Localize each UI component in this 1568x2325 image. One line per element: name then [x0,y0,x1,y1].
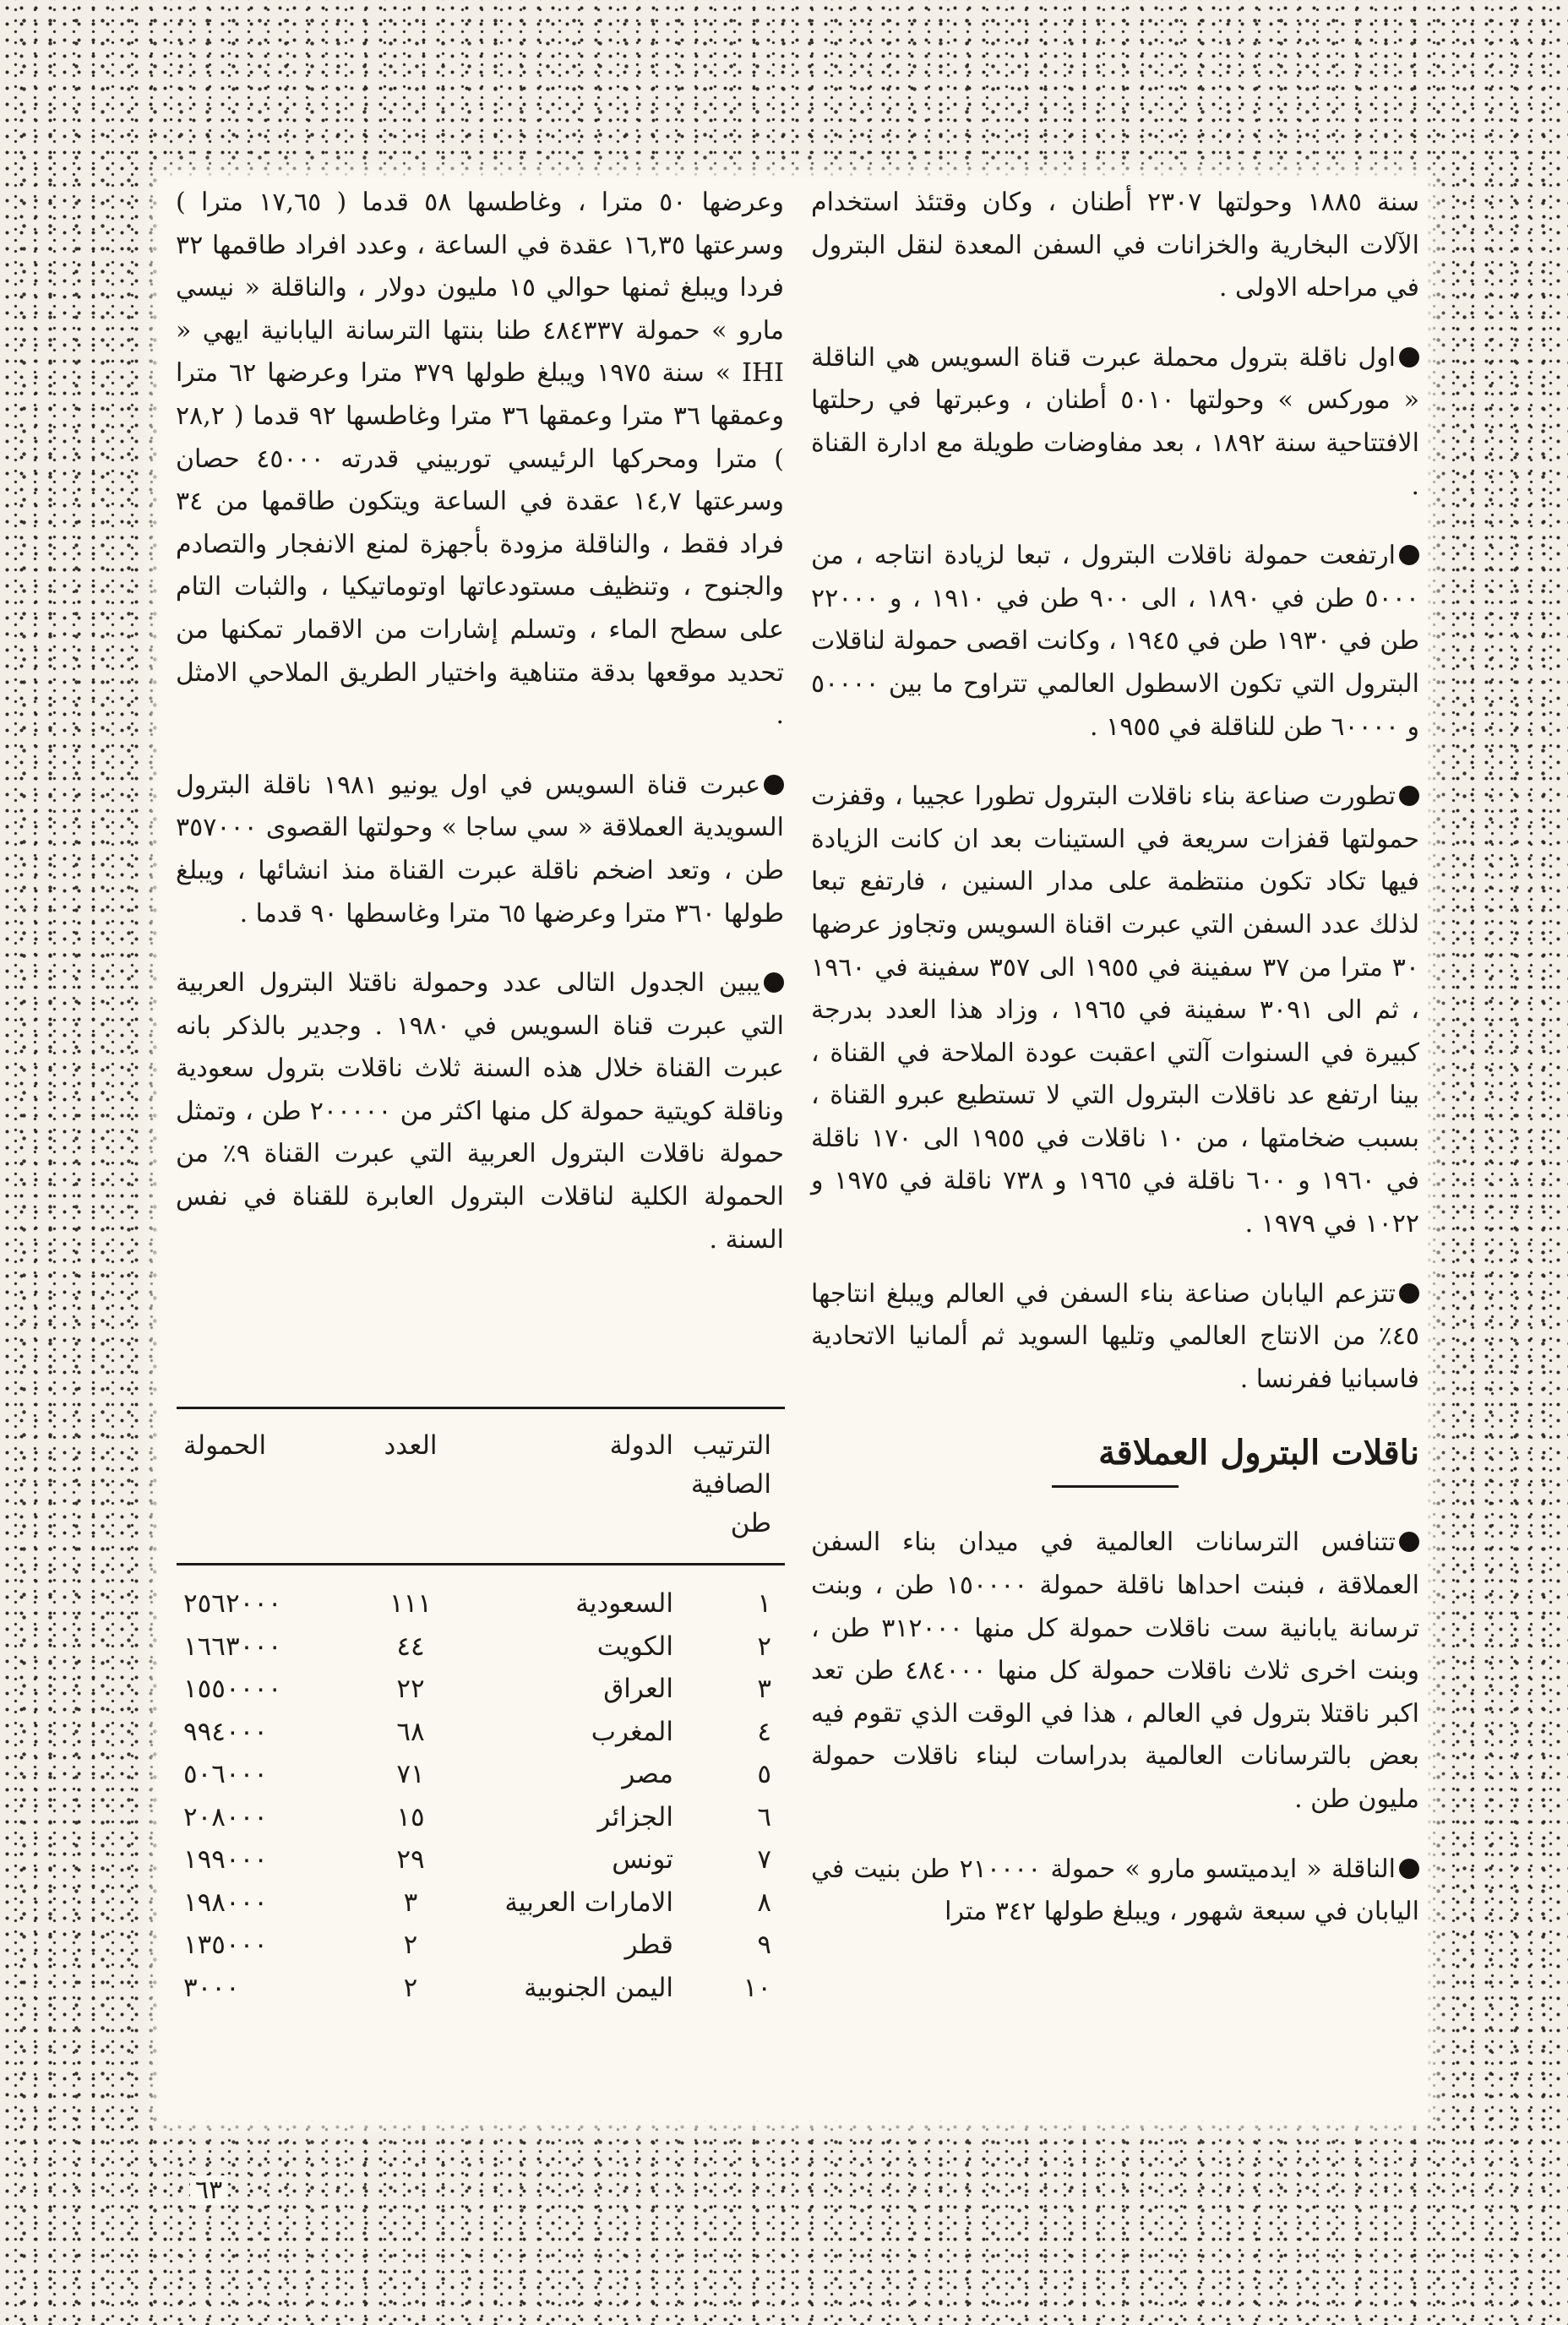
cell-rank: ١ [757,1588,771,1620]
cell-tonnage: ٢٠٨٠٠٠ [183,1801,268,1832]
left-column [176,182,784,1288]
cell-count: ٢٩ [396,1844,425,1876]
paragraph-text: عبرت قناة السويس في اول يونيو ١٩٨١ ناقلة البترول السويدية العملاقة « سي ساجا » وحولتها القصوى ٣٥٧٠٠٠ طن ، وتعد اضخم ناقلة عبرت القناة منذ انشائها ، ويبلغ طولها ٣٦٠ مترا وعرضها ٦٥ مترا وغاسطها ٩٠ قدما . [176,770,784,928]
cell-tonnage: ١٦٦٣٠٠٠ [183,1631,282,1662]
cell-count: ٦٨ [396,1716,425,1747]
cell-country: الكويت [596,1631,673,1662]
table-row [177,1838,785,1881]
page-number: ٦٣ [190,2175,227,2205]
cell-rank: ٢ [757,1631,771,1662]
table-row [177,1668,785,1711]
cell-tonnage: ١٥٥٠٠٠٠ [183,1674,282,1705]
arab-tankers-table [177,1407,785,2009]
cell-tonnage: ٣٠٠٠ [183,1972,240,2003]
paragraph [811,776,1419,1246]
cell-rank: ١٠ [743,1972,771,2003]
cell-country: السعودية [575,1588,673,1620]
paragraph-text: اول ناقلة بترول محملة عبرت قناة السويس هي الناقلة « موركس » وحولتها ٥٠١٠ أطنان ، وعبرتها في رحلتها الافتتاحية سنة ١٨٩٢ ، بعد مفاوضات طويلة مع ادارة القناة . [811,342,1420,501]
cell-tonnage: ٥٠٦٠٠٠ [183,1759,268,1790]
header-tonnage: الحمولة [183,1430,267,1461]
cell-rank: ٦ [757,1801,771,1832]
title-underline [1052,1485,1179,1488]
table-row [177,1625,785,1669]
cell-country: العراق [603,1674,673,1705]
bullet-icon [1399,1532,1419,1552]
table-row [177,1796,785,1839]
cell-country: قطر [624,1930,673,1961]
cell-rank: ٧ [757,1844,771,1876]
cell-country: الامارات العربية [504,1887,673,1918]
cell-count: ٣ [403,1887,418,1918]
table-row [177,1881,785,1925]
paragraph-text: تتنافس الترسانات العالمية في ميدان بناء السفن العملاقة ، فبنت احداها ناقلة حمولة ١٥٠٠٠٠ طن ، وبنت ترسانة يابانية ست ناقلات حمولة كل منها ٣١٢٠٠٠ طن ، وبنت اخرى ثلاث ناقلات حمولة كل منها ٤٨٤٠٠٠ طن تعد اكبر ناقتلا بترول في العالم ، هذا في الوقت الذي تقوم فيه بعض بالترسانات العالمية بدراسات لبناء ناقلات حمولة مليون طن . [811,1527,1420,1814]
paragraph-text: يبين الجدول التالى عدد وحمولة ناقتلا البترول العربية التي عبرت قناة السويس في ١٩٨٠ . وجدير بالذكر بانه عبرت القناة خلال هذه السنة ثلاث ناقلات بترول سعودية وناقلة كويتية حمولة كل منها اكثر من ٢٠٠٠٠٠ طن ، وتمثل حمولة ناقلات البترول العربية التي عبرت القناة ٩٪ من الحمولة الكلية لناقلات البترول العابرة للقناة في نفس السنة . [176,968,784,1255]
bullet-icon [1399,786,1419,806]
paragraph-text: ارتفعت حمولة ناقلات البترول ، تبعا لزيادة انتاجه ، من ٥٠٠٠ طن في ١٨٩٠ ، الى ٩٠٠ طن في ١٩١٠ ، و ٢٢٠٠٠ طن في ١٩٣٠ طن في ١٩٤٥ ، وكانت اقصى حمولة لناقلات البترول التي تكون الاسطول العالمي تتراوح ما بين ٥٠٠٠٠ و ٦٠٠٠٠ طن للناقلة في ١٩٥٥ . [811,541,1419,742]
paragraph [811,535,1419,749]
table-header-row [177,1408,785,1565]
cell-rank: ٣ [757,1674,771,1705]
header-tonnage-unit: طن [730,1508,771,1538]
bullet-icon [1399,545,1419,565]
table-row [177,1924,785,1967]
header-rank [680,1408,785,1565]
cell-tonnage: ١٣٥٠٠٠ [183,1930,268,1961]
bullet-icon [764,775,784,795]
cell-count: ٢ [403,1972,418,2003]
cell-country: اليمن الجنوبية [524,1972,673,2003]
header-count: العدد [384,1430,438,1461]
header-rank-label: الترتيب [693,1430,771,1461]
table-row [177,1711,785,1754]
cell-rank: ٩ [757,1930,771,1961]
paragraph-text: سنة ١٨٨٥ وحولتها ٢٣٠٧ أطنان ، وكان وقتئذ استخدام الآلات البخارية والخزانات في السفن المعدة لنقل البترول في مراحله الاولى . [811,188,1420,303]
paragraph [811,1849,1419,1934]
table-row [177,1753,785,1796]
bullet-icon [1399,1283,1419,1304]
cell-count: ١١١ [389,1588,432,1620]
paragraph [176,765,784,935]
paragraph-text: الناقلة « ايدميتسو مارو » حمولة ٢١٠٠٠٠ طن بنيت في اليابان في سبعة شهور ، ويبلغ طولها ٣٤٢ مترا [811,1854,1419,1927]
right-column [811,182,1419,1961]
paragraph [811,182,1419,310]
cell-count: ١٥ [396,1801,425,1832]
cell-rank: ٨ [757,1887,771,1918]
header-tonnage-net: الصافية [690,1469,771,1500]
cell-tonnage: ١٩٩٠٠٠ [183,1844,268,1876]
cell-count: ٢ [403,1930,418,1961]
cell-country: تونس [612,1844,673,1876]
cell-tonnage: ٩٩٤٠٠٠ [183,1716,268,1747]
cell-rank: ٥ [757,1759,771,1790]
cell-count: ٧١ [396,1759,425,1790]
paragraph-text: تطورت صناعة بناء ناقلات البترول تطورا عجيبا ، وقفزت حمولتها قفزات سريعة في الستينات بعد ان كانت الزيادة فيها تكاد تكون منتظمة على مدار السنين ، فارتفع تبعا لذلك عدد السفن التي عبرت اقناة السويس وتجاوز عرضها ٣٠ مترا من ٣٧ سفينة في ١٩٥٥ الى ٣٥٧ سفينة في ١٩٦٠ ، ثم الى ٣٠٩١ سفينة في ١٩٦٥ ، وزاد هذا العدد بدرجة كبيرة في السنوات آلتي اعقبت عودة الملاحة في القناة ، بينا ارتفع عد ناقلات البترول التي لا تستطيع عبرو القناة ، بسبب ضخامتها ، من ١٠ ناقلات في ١٩٥٥ الى ١٧٠ ناقلة في ١٩٦٠ و ٦٠٠ ناقلة في ١٩٦٥ و ٧٣٨ ناقلة في ١٩٧٥ و ١٠٢٢ في ١٩٧٩ . [811,781,1419,1239]
bullet-icon [1399,347,1419,368]
paragraph [811,1522,1419,1821]
cell-count: ٤٤ [396,1631,425,1662]
table-row [177,1967,785,2010]
paragraph [811,337,1419,508]
paragraph-text: وعرضها ٥٠ مترا ، وغاطسها ٥٨ قدما ( ١٧,٦٥ مترا ) وسرعتها ١٦,٣٥ عقدة في الساعة ، وعدد افراد طاقمها ٣٢ فردا ويبلغ ثمنها حوالي ١٥ مليون دولار ، والناقلة « نيسي مارو » حمولة ٤٨٤٣٣٧ طنا بنتها الترسانة اليابانية ايهي « IHI » سنة ١٩٧٥ ويبلغ طولها ٣٧٩ مترا وعرضها ٦٢ مترا وعمقها ٣٦ مترا وعمقها ٣٦ مترا وغاطسها ٩٢ قدما ( ٢٨,٢ ) مترا ومحركها الرئيسي توربيني قدرته ٤٥٠٠٠ حصان وسرعتها ١٤,٧ عقدة في الساعة ويتكون طاقمها من ٣٤ فراد فقط ، والناقلة مزودة بأجهزة لمنع الانفجار والتصادم والجنوح ، وتنظيف مستودعاتها اوتوماتيكيا ، والثبات التام على سطح الماء ، وتسلم إشارات من الاقمار تمكنها من تحديد موقعها بدقة متناهية واختيار الطريق الملاحي الامثل . [176,188,785,731]
table-row [177,1565,785,1625]
cell-tonnage: ٢٥٦٢٠٠٠ [183,1588,282,1620]
paragraph [811,1273,1419,1402]
cell-country: مصر [622,1759,673,1790]
cell-count: ٢٢ [396,1674,425,1705]
bullet-icon [764,972,784,993]
cell-rank: ٤ [757,1716,771,1747]
paragraph [176,962,784,1261]
paragraph-text: تتزعم اليابان صناعة بناء السفن في العالم ويبلغ انتاجها ٤٥٪ من الانتاج العالمي وتليها السويد ثم ألمانيا الاتحادية فاسبانيا ففرنسا . [811,1278,1419,1394]
cell-country: المغرب [591,1716,673,1747]
section-title: ناقلات البترول العملاقة [1098,1433,1419,1473]
paragraph [176,182,784,738]
cell-tonnage: ١٩٨٠٠٠ [183,1887,268,1918]
header-country: الدولة [609,1430,673,1461]
cell-country: الجزائر [597,1801,673,1832]
bullet-icon [1399,1859,1419,1879]
